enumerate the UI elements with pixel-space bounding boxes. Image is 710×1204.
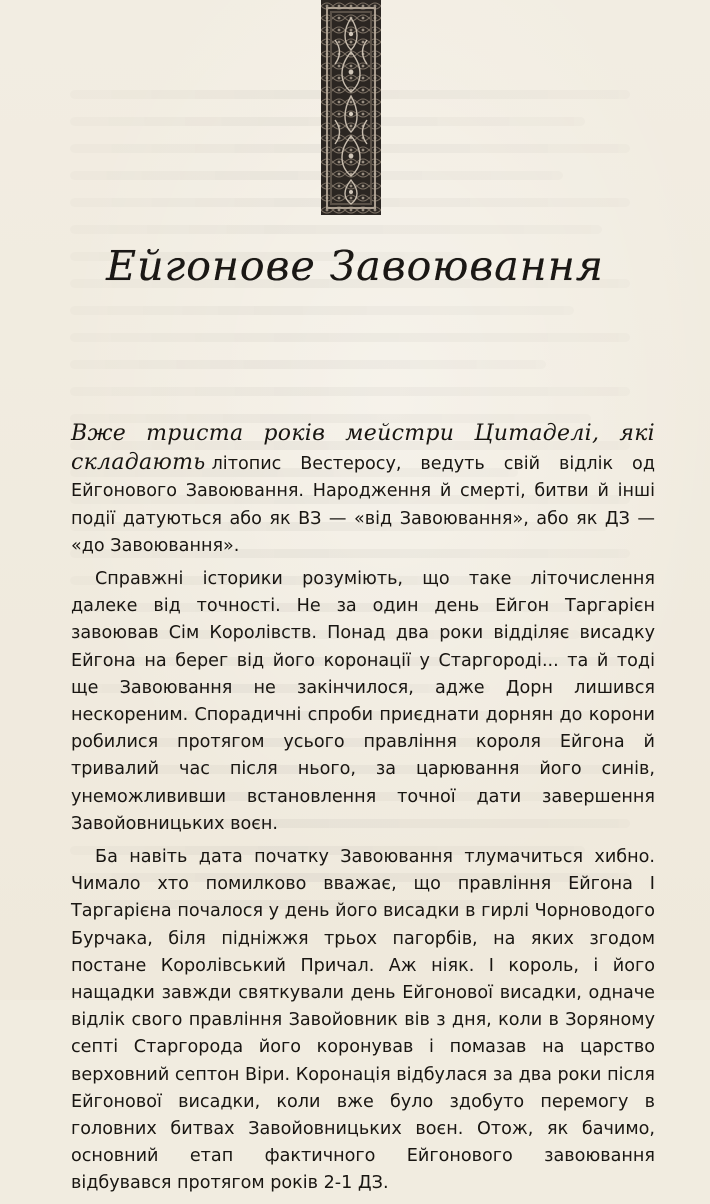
paragraph-lead: Вже триста років мейстри Цитаделі, які складають (71, 421, 655, 476)
body-text (71, 420, 655, 1204)
paragraph-1-text: літопис Вестеросу, ведуть свій відлік од Ейгонового Завоювання. Народження й смерті, битви й інші події датуються або як ВЗ — «від Завоювання», або як ДЗ — «до Завоювання». (71, 454, 655, 556)
ornament-pattern-icon (321, 0, 381, 215)
paragraph-1 (71, 420, 655, 560)
paragraph-2: Справжні історики розуміють, що таке літочислення далеке від точності. Не за один день Ейгон Таргарієн завоював Сім Королівств. Понад два роки відділяє висадку Ейгона на берег від його коронації у Старгороді... та й тоді ще Завоювання не закінчилося, адже Дорн лишився нескореним. Спорадичні спроби приєднати дорнян до корони робилися протягом усього правління короля Ейгона й тривалий час після нього, за царювання його синів, унеможлививши встановлення точної дати завершення Завойовницьких воєн. (71, 569, 655, 834)
paragraph-3: Ба навіть дата початку Завоювання тлумачиться хибно. Чимало хто помилково вважає, що правління Ейгона І Таргарієна почалося у день його висадки в гирлі Чорноводого Бурчака, біля підніжжя трьох пагорбів, на яких згодом постане Королівський Причал. Аж ніяк. І король, і його нащадки завжди святкували день Ейгонової висадки, одначе відлік свого правління Завойовник вів з дня, коли в Зоряному септі Старгорода його коронував і помазав на царство верховний септон Віри. Коронація відбулася за два роки після Ейгонової висадки, коли вже було здобуто перемогу в головних битвах Завойовницьких воєн. Отож, як бачимо, основний етап фактичного Ейгонового завоювання відбувався протягом років 2-1 ДЗ. (71, 847, 655, 1194)
ornamental-ribbon (321, 0, 381, 215)
chapter-title: Ейгонове Завоювання (106, 242, 604, 290)
